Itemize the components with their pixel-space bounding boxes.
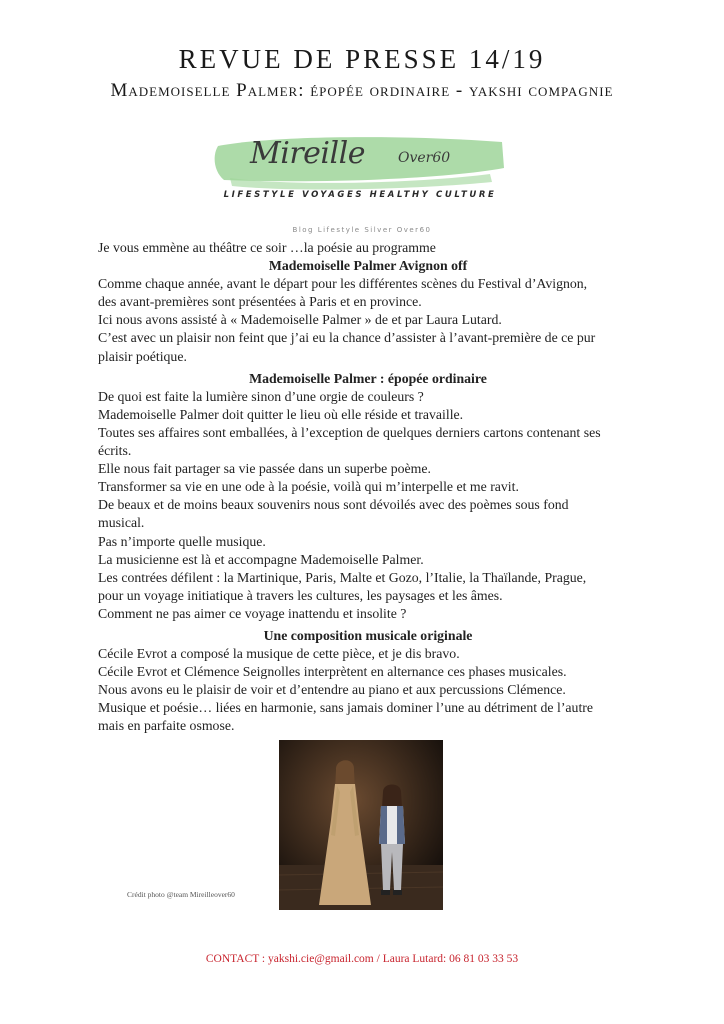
section-heading: Mademoiselle Palmer : épopée ordinaire <box>249 370 487 386</box>
paragraph-line: C’est avec un plaisir non feint que j’ai eu la chance d’assister à l’avant-première de ce pur <box>98 330 596 346</box>
paragraph-line: plaisir poétique. <box>98 348 187 364</box>
paragraph-line: Les contrées défilent : la Martinique, Paris, Malte et Gozo, l’Italie, la Thaïlande, Prague, <box>98 569 587 585</box>
paragraph-line: Comme chaque année, avant le départ pour les différentes scènes du Festival d’Avignon, <box>98 276 588 292</box>
logo-tagline: LIFESTYLE VOYAGES HEALTHY CULTURE <box>223 190 497 200</box>
section-heading: Une composition musicale originale <box>263 627 473 643</box>
blog-caption: Blog Lifestyle Silver Over60 <box>292 226 432 234</box>
paragraph-line: Transformer sa vie en une ode à la poésie, voilà qui m’interpelle et me ravit. <box>98 479 519 495</box>
paragraph-line: Ici nous avons assisté à « Mademoiselle Palmer » de et par Laura Lutard. <box>98 312 502 328</box>
paragraph-line: Nous avons eu le plaisir de voir et d’entendre au piano et aux percussions Clémence. <box>98 682 566 698</box>
logo-name: Mireille <box>250 136 365 171</box>
paragraph-line: Elle nous fait partager sa vie passée dans un superbe poème. <box>98 461 431 477</box>
logo-suffix: Over60 <box>398 150 451 166</box>
paragraph-line: Mademoiselle Palmer doit quitter le lieu où elle réside et travaille. <box>98 406 464 422</box>
photo-credit: Crédit photo @team Mireilleover60 <box>127 890 235 899</box>
blog-logo <box>210 128 510 218</box>
paragraph-line: mais en parfaite osmose. <box>98 718 235 734</box>
paragraph-line: Comment ne pas aimer ce voyage inattendu et insolite ? <box>98 605 407 621</box>
article-intro: Je vous emmène au théâtre ce soir …la poésie au programme <box>98 240 436 255</box>
paragraph-line: Cécile Evrot et Clémence Seignolles interprètent en alternance ces phases musicales. <box>98 664 567 680</box>
article-body <box>98 239 638 736</box>
paragraph-line: Toutes ses affaires sont emballées, à l’exception de quelques derniers cartons contenant ses <box>98 424 601 440</box>
page-subtitle: Mademoiselle Palmer: épopée ordinaire - yakshi compagnie <box>110 80 614 101</box>
stage-photo <box>279 740 443 910</box>
photo-illustration <box>279 740 443 910</box>
section-heading: Mademoiselle Palmer Avignon off <box>268 258 468 274</box>
paragraph-line: pour un voyage initiatique à travers les cultures, les paysages et les âmes. <box>98 587 503 603</box>
paragraph-line: Musique et poésie… liées en harmonie, sans jamais dominer l’une au détriment de l’autre <box>98 700 594 716</box>
page-title: REVUE DE PRESSE 14/19 <box>178 44 546 74</box>
contact-line: CONTACT : yakshi.cie@gmail.com / Laura Lutard: 06 81 03 33 53 <box>205 953 519 965</box>
paragraph-line: De quoi est faite la lumière sinon d’une orgie de couleurs ? <box>98 388 424 404</box>
paragraph-line: musical. <box>98 515 145 531</box>
paragraph-line: Cécile Evrot a composé la musique de cette pièce, et je dis bravo. <box>98 646 460 662</box>
page-header <box>0 44 724 102</box>
paragraph-line: Pas n’importe quelle musique. <box>98 533 266 549</box>
paragraph-line: écrits. <box>98 443 132 459</box>
paragraph-line: La musicienne est là et accompagne Mademoiselle Palmer. <box>98 551 424 567</box>
paragraph-line: des avant-premières sont présentées à Paris et en province. <box>98 294 422 310</box>
paragraph-line: De beaux et de moins beaux souvenirs nous sont dévoilés avec des poèmes sous fond <box>98 497 569 513</box>
